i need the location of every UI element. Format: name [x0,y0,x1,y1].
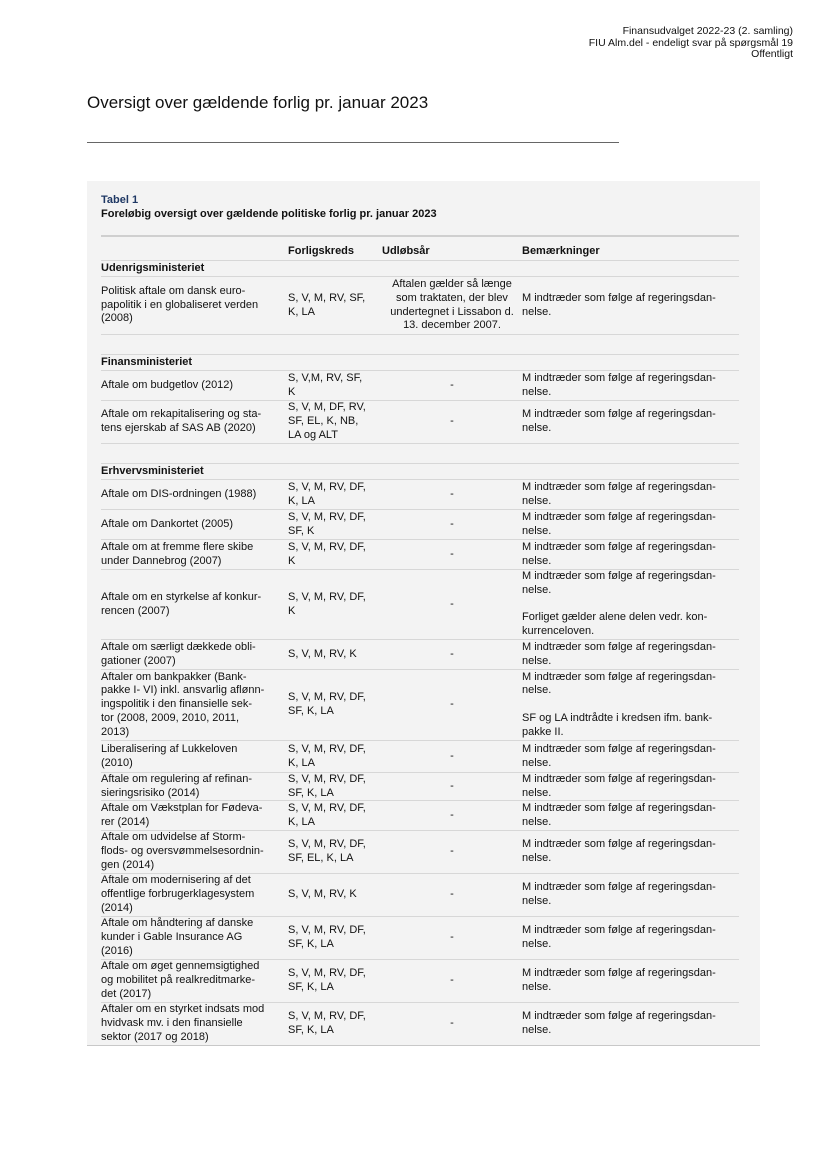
parties-cell: S, V, M, RV, DF, SF, K, LA [288,967,366,993]
remarks-cell: M indtræder som følge af regeringsdan- nelse. [522,540,716,567]
remarks-cell: M indtræder som følge af regeringsdan- nelse. [522,801,716,828]
expiry-cell: - [450,974,454,987]
expiry-cell: - [450,597,454,610]
table-label: Tabel 1 [101,194,139,206]
section-header-row [101,354,739,370]
agreement-cell: Aftale om budgetlov (2012) [101,378,234,391]
expiry-cell: - [450,808,454,821]
parties-cell: S, V, M, RV, DF, SF, K, LA [288,772,366,799]
page-title: Oversigt over gældende forlig pr. januar 2023 [87,93,429,112]
parties-cell: S, V, M, RV, DF, SF, K [288,510,366,537]
header-status: Offentligt [751,48,793,60]
table-row [101,800,739,830]
section-header-row [101,260,739,276]
table-row [101,276,739,334]
agreement-cell: Aftaler om en styrket indsats mod hvidvask mv. i den finansielle sektor (2017 og 2018) [101,1003,265,1043]
remarks-cell: M indtræder som følge af regeringsdan- nelse. [522,1009,716,1036]
section-title: Finansministeriet [101,355,193,368]
expiry-cell: - [450,698,454,711]
section-header-row [101,463,739,479]
remarks-cell: M indtræder som følge af regeringsdan- nelse. [522,838,716,864]
remarks-cell: M indtræder som følge af regeringsdan- nelse. [522,924,716,950]
table-row [101,916,739,959]
expiry-cell: - [450,378,454,391]
parties-cell: S, V, M, RV, DF, K [288,590,366,617]
section-title: Erhvervsministeriet [101,464,204,477]
table-row [101,539,739,569]
expiry-cell: - [450,517,454,530]
parties-cell: S, V, M, RV, DF, K, LA [288,742,366,769]
remarks-cell: M indtræder som følge af regeringsdan- nelse. [522,881,716,907]
remarks-cell: M indtræder som følge af regeringsdan- nelse. [522,640,716,667]
table-row [101,830,739,873]
header-reference: FIU Alm.del - endeligt svar på spørgsmål 19 [588,36,793,49]
expiry-cell: - [450,647,454,660]
agreement-cell: Aftale om regulering af refinan- sieringsrisiko (2014) [101,772,253,799]
parties-cell: S, V, M, RV, DF, K, LA [288,480,366,507]
agreement-cell: Aftale om rekapitalisering og sta- tens ejerskab af SAS AB (2020) [101,408,262,434]
agreement-cell: Aftale om Vækstplan for Fødeva- rer (2014) [101,801,263,828]
parties-cell: S, V, M, RV, DF, SF, K, LA [288,691,366,717]
parties-cell: S, V, M, RV, K [288,647,357,660]
agreement-cell: Aftale om særligt dækkede obli- gationer (2007) [101,640,256,667]
agreement-cell: Liberalisering af Lukkeloven (2010) [101,742,238,769]
remarks-cell: M indtræder som følge af regeringsdan- nelse. Forliget gælder alene delen vedr. kon- kurrenceloven. [522,570,716,638]
remarks-cell: M indtræder som følge af regeringsdan- nelse. [522,742,716,769]
agreement-cell: Politisk aftale om dansk euro- papolitik i en globaliseret verden (2008) [101,284,259,325]
parties-cell: S, V, M, RV, DF, K [288,540,366,567]
title-divider [87,142,619,143]
agreement-cell: Aftale om en styrkelse af konkur- rencen (2007) [101,590,262,617]
remarks-cell: M indtræder som følge af regeringsdan- nelse. [522,772,716,799]
table-row [101,639,739,669]
remarks-cell: M indtræder som følge af regeringsdan- nelse. [522,967,716,993]
expiry-cell: - [450,845,454,858]
table-row [101,569,739,639]
header-committee: Finansudvalget 2022-23 (2. samling) [622,25,793,37]
parties-cell: S, V, M, RV, DF, SF, EL, K, LA [288,838,366,864]
expiry-cell: - [450,749,454,762]
agreement-cell: Aftale om øget gennemsigtighed og mobilitet på realkreditmarke- det (2017) [101,960,260,1000]
table-row [101,509,739,539]
table-row [101,1002,739,1044]
parties-cell: S, V,M, RV, SF, K [288,371,363,398]
table-caption: Foreløbig oversigt over gældende politiske forlig pr. januar 2023 [101,208,437,220]
expiry-cell: - [450,415,454,428]
parties-cell: S, V, M, RV, DF, K, LA [288,801,366,828]
remarks-cell: M indtræder som følge af regeringsdan- nelse. [522,480,716,507]
remarks-cell: M indtræder som følge af regeringsdan- nelse. [522,371,716,398]
expiry-cell: - [450,487,454,500]
expiry-cell: Aftalen gælder så længe som traktaten, der blev undertegnet i Lissabon d. 13. december 2007. [390,277,514,332]
expiry-cell: - [450,779,454,792]
parties-cell: S, V, M, DF, RV, SF, EL, K, NB, LA og ALT [288,401,366,441]
remarks-cell: M indtræder som følge af regeringsdan- nelse. SF og LA indtrådte i kredsen ifm. bank- pakke II. [522,670,716,738]
remarks-cell: M indtræder som følge af regeringsdan- nelse. [522,291,716,318]
expiry-cell: - [450,547,454,560]
column-header-agreement [101,237,288,260]
column-header-expiry: Udløbsår [382,245,430,258]
table-row [101,479,739,509]
expiry-cell: - [450,931,454,944]
column-header-remarks: Bemærkninger [522,245,600,258]
agreement-cell: Aftale om Dankortet (2005) [101,517,234,530]
agreement-cell: Aftale om modernisering af det offentlige forbrugerklagesystem (2014) [101,874,255,914]
parties-cell: S, V, M, RV, DF, SF, K, LA [288,924,366,950]
remarks-cell: M indtræder som følge af regeringsdan- nelse. [522,408,716,434]
table-header-row [101,235,739,260]
remarks-cell: M indtræder som følge af regeringsdan- nelse. [522,510,716,537]
column-header-parties: Forligskreds [288,245,355,258]
table-row [101,400,739,443]
document-header [589,26,793,61]
table-row [101,873,739,916]
section-spacer-row [101,334,739,354]
table-panel [87,181,760,1046]
parties-cell: S, V, M, RV, DF, SF, K, LA [288,1009,366,1036]
table-row [101,740,739,772]
agreements-table [101,235,739,1044]
agreement-cell: Aftale om udvidelse af Storm- flods- og oversvømmelsesordnin- gen (2014) [101,831,264,871]
section-title: Udenrigsministeriet [101,261,205,274]
agreement-cell: Aftale om håndtering af danske kunder i Gable Insurance AG (2016) [101,917,254,957]
table-body [101,260,739,1044]
section-spacer-row [101,443,739,463]
agreement-cell: Aftale om at fremme flere skibe under Dannebrog (2007) [101,540,254,567]
expiry-cell: - [450,888,454,901]
parties-cell: S, V, M, RV, K [288,888,357,901]
parties-cell: S, V, M, RV, SF, K, LA [288,291,366,318]
expiry-cell: - [450,1016,454,1029]
agreement-cell: Aftale om DIS-ordningen (1988) [101,487,257,500]
table-row [101,669,739,740]
table-row [101,772,739,800]
table-row [101,370,739,400]
agreement-cell: Aftaler om bankpakker (Bank- pakke I- VI) inkl. ansvarlig aflønn- ingspolitik i den finansielle sek- tor (2008, 2009, 2010, 2011, 2013) [101,670,265,738]
table-row [101,959,739,1002]
